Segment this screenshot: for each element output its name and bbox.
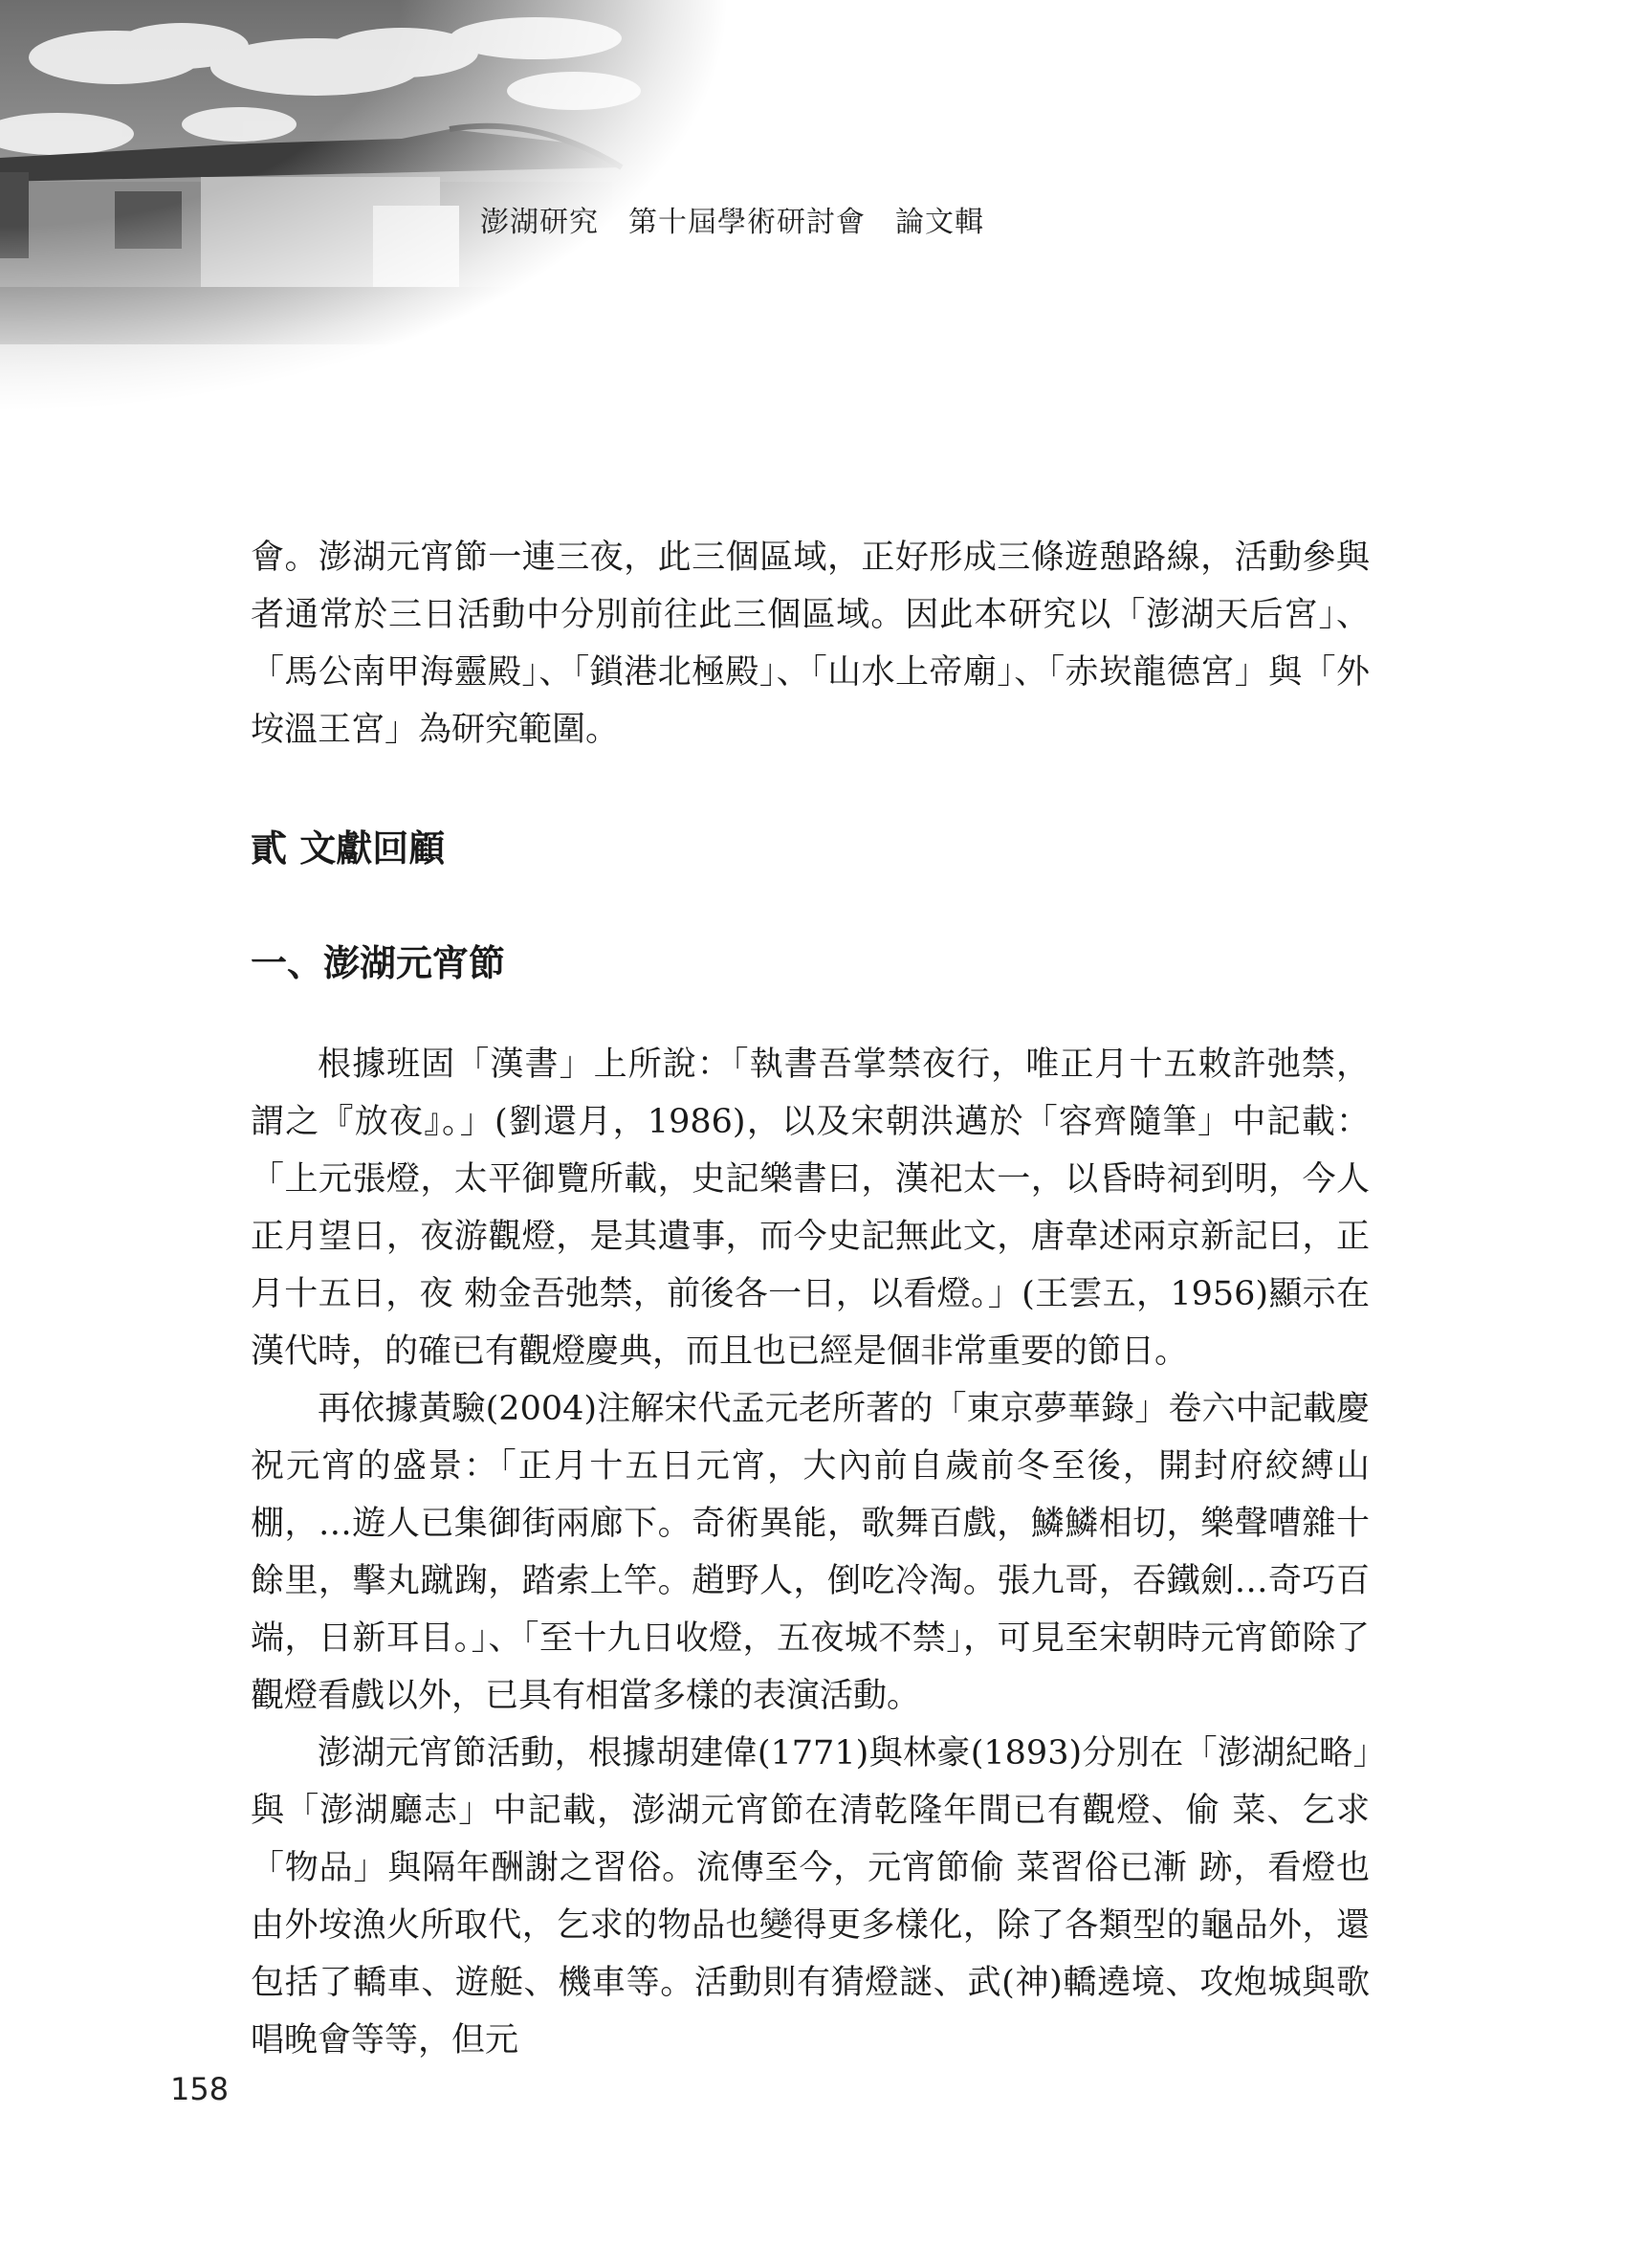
intro-paragraph: 會。澎湖元宵節一連三夜，此三個區域，正好形成三條遊憩路線，活動參與者通常於三日活動中分別前往此三個區域。因此本研究以「澎湖天后宮」、「馬公南甲海靈殿」、「鎖港北極殿」、「山水上帝廟」、「赤崁龍德宮」與「外垵溫王宮」為研究範圍。 (251, 539, 1370, 749)
body-paragraph-2: 再依據黃驗(2004)注解宋代孟元老所著的「東京夢華錄」卷六中記載慶祝元宵的盛景：「正月十五日元宵，大內前自歲前冬至後，開封府絞縛山棚，…遊人已集御街兩廊下。奇術異能，歌舞百戲，鱗鱗相切，樂聲嘈雜十餘里，擊丸蹴踘，踏索上竿。趙野人，倒吃冷淘。張九哥，吞鐵劍…奇巧百端，日新耳目。」、「至十九日收燈，五夜城不禁」，可見至宋朝時元宵節除了觀燈看戲以外，已具有相當多樣的表演活動。 (251, 1390, 1370, 1715)
intro-section (251, 529, 1370, 759)
page-number: 158 (170, 2071, 230, 2107)
body-text (251, 1036, 1370, 2069)
body-paragraph-3: 澎湖元宵節活動，根據胡建偉(1771)與林豪(1893)分別在「澎湖紀略」與「澎湖廳志」中記載，澎湖元宵節在清乾隆年間已有觀燈、偷 菜、乞求「物品」與隔年酬謝之習俗。流傳至今，元宵節偷 菜習俗已漸 跡，看燈也由外垵漁火所取代，乞求的物品也變得更多樣化，除了各類型的龜品外，還包括了轎車、遊艇、機車等。活動則有猜燈謎、武(神)轎遶境、攻炮城與歌唱晚會等等，但元 (251, 1734, 1370, 2059)
subsection-heading: 一、澎湖元宵節 (251, 942, 506, 984)
section-heading: 貳 文獻回顧 (251, 827, 446, 870)
running-header: 澎湖研究 第十屆學術研討會 論文輯 (480, 206, 984, 239)
body-paragraph-1: 根據班固「漢書」上所說：「執書吾掌禁夜行，唯正月十五敕許弛禁，謂之『放夜』。」(劉還月，1986)，以及宋朝洪邁於「容齊隨筆」中記載：「上元張燈，太平御覽所載，史記樂書曰，漢祀太一，以昏時祠到明，今人正月望日，夜游觀燈，是其遺事，而今史記無此文，唐韋述兩京新記曰，正月十五日，夜 勑金吾弛禁，前後各一日，以看燈。」(王雲五，1956)顯示在漢代時，的確已有觀燈慶典，而且也已經是個非常重要的節日。 (251, 1046, 1370, 1371)
